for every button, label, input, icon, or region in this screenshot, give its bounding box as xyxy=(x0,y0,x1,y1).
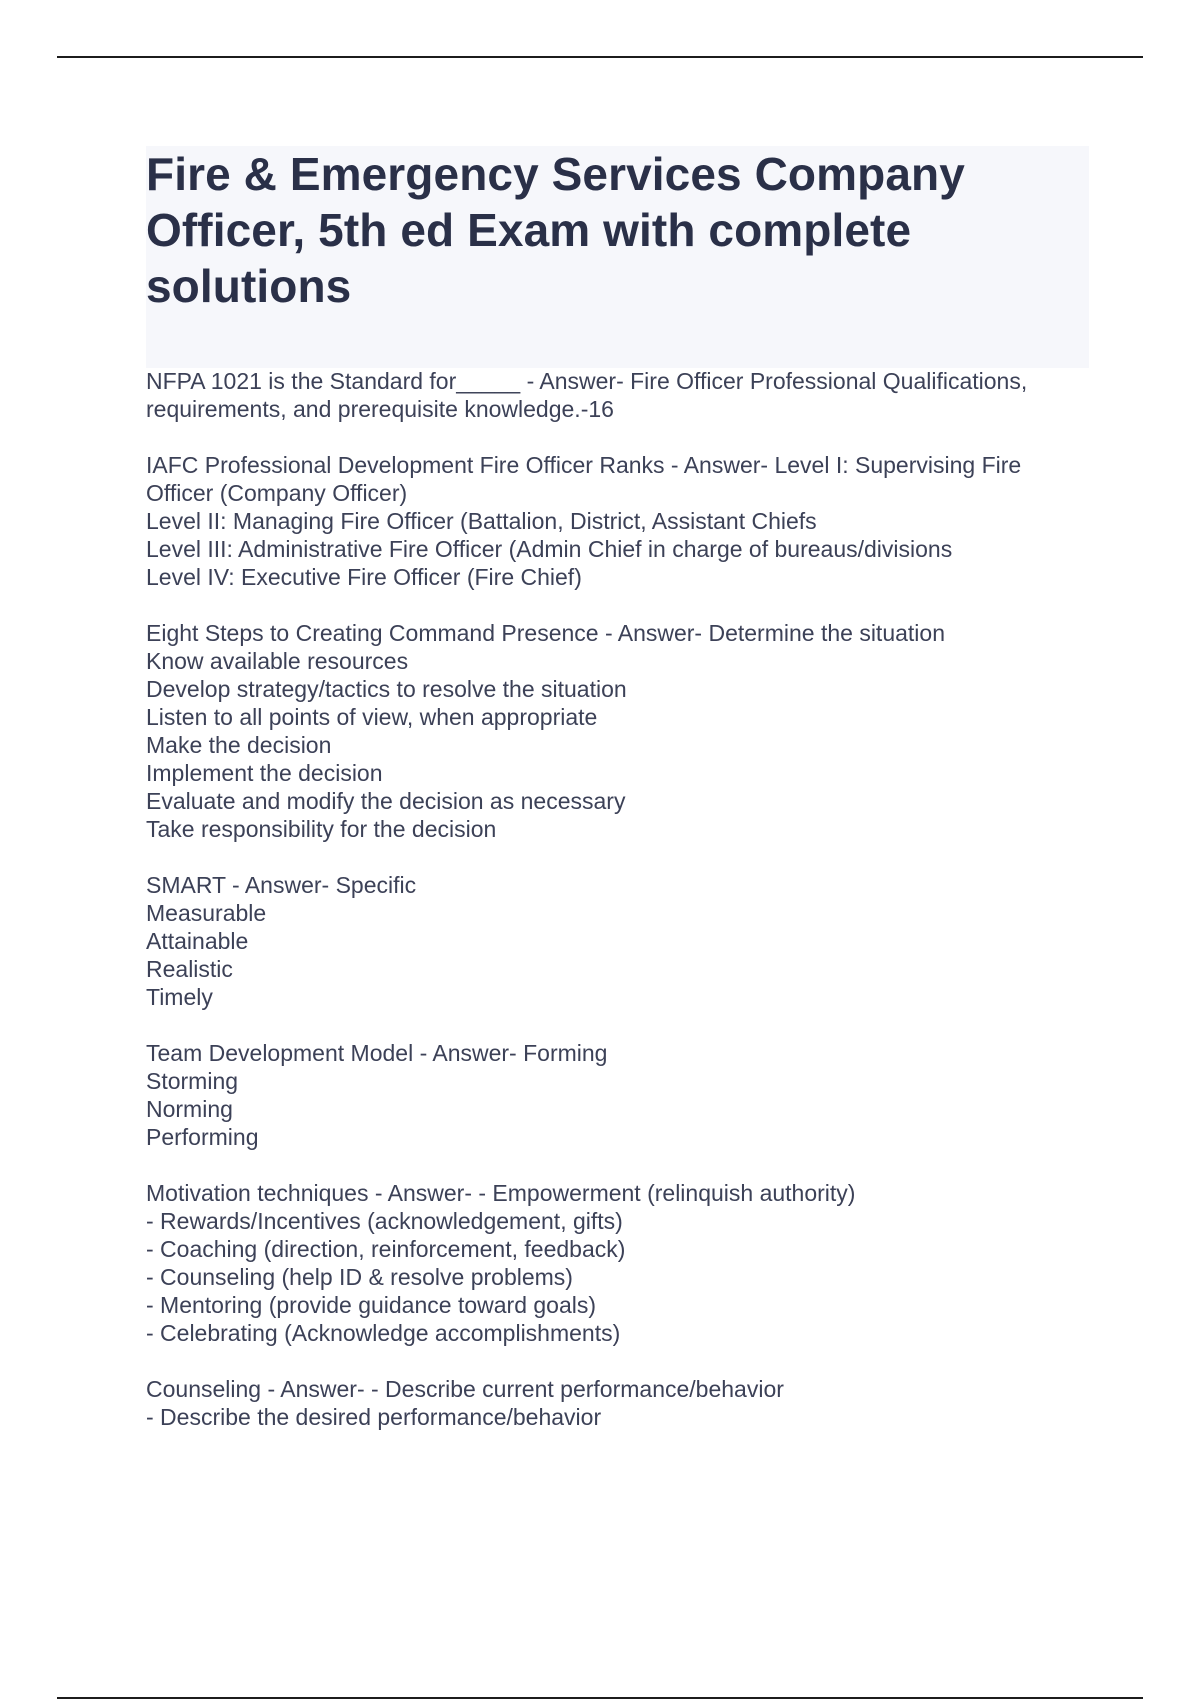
qa-item-team-development xyxy=(146,1039,1106,1151)
qa-item-nfpa-1021 xyxy=(146,367,1106,423)
qa-line: Evaluate and modify the decision as necessary xyxy=(146,788,626,814)
qa-line: Implement the decision xyxy=(146,760,383,786)
qa-line: IAFC Professional Development Fire Officer Ranks - Answer- Level I: Supervising Fire xyxy=(146,452,1022,478)
qa-line: SMART - Answer- Specific xyxy=(146,872,417,898)
qa-line: Take responsibility for the decision xyxy=(146,816,497,842)
qa-line: Know available resources xyxy=(146,648,409,674)
qa-item-iafc-ranks xyxy=(146,451,1106,591)
qa-line: Level II: Managing Fire Officer (Battalion, District, Assistant Chiefs xyxy=(146,508,817,534)
qa-line: - Rewards/Incentives (acknowledgement, gifts) xyxy=(146,1208,623,1234)
qa-line: Norming xyxy=(146,1096,233,1122)
bottom-rule xyxy=(57,1697,1143,1699)
qa-line: - Mentoring (provide guidance toward goals) xyxy=(146,1292,597,1318)
qa-line: Counseling - Answer- - Describe current performance/behavior xyxy=(146,1376,784,1402)
qa-line: Team Development Model - Answer- Forming xyxy=(146,1040,608,1066)
qa-line: Eight Steps to Creating Command Presence - Answer- Determine the situation xyxy=(146,620,945,646)
qa-line: Performing xyxy=(146,1124,259,1150)
title-block xyxy=(146,146,1089,368)
qa-line: - Describe the desired performance/behavior xyxy=(146,1404,602,1430)
qa-item-counseling xyxy=(146,1375,1106,1431)
qa-line: Storming xyxy=(146,1068,239,1094)
top-rule xyxy=(57,56,1143,58)
qa-line: - Celebrating (Acknowledge accomplishments) xyxy=(146,1320,621,1346)
qa-line: Timely xyxy=(146,984,213,1010)
qa-line: Motivation techniques - Answer- - Empowerment (relinquish authority) xyxy=(146,1180,856,1206)
qa-line: Make the decision xyxy=(146,732,332,758)
qa-line: requirements, and prerequisite knowledge.-16 xyxy=(146,396,614,422)
qa-line: NFPA 1021 is the Standard for_____ - Answer- Fire Officer Professional Qualifications, xyxy=(146,368,1028,394)
qa-item-smart xyxy=(146,871,1106,1011)
qa-item-motivation xyxy=(146,1179,1106,1347)
document-title: Fire & Emergency Services Company Officer, 5th ed Exam with complete solutions xyxy=(146,148,965,312)
qa-line: Attainable xyxy=(146,928,249,954)
qa-line: Officer (Company Officer) xyxy=(146,480,408,506)
qa-line: - Coaching (direction, reinforcement, feedback) xyxy=(146,1236,626,1262)
qa-list xyxy=(146,367,1106,1459)
qa-line: - Counseling (help ID & resolve problems) xyxy=(146,1264,573,1290)
qa-line: Listen to all points of view, when appropriate xyxy=(146,704,598,730)
qa-line: Level IV: Executive Fire Officer (Fire Chief) xyxy=(146,564,582,590)
qa-line: Measurable xyxy=(146,900,267,926)
qa-item-command-presence xyxy=(146,619,1106,843)
qa-line: Develop strategy/tactics to resolve the situation xyxy=(146,676,627,702)
qa-line: Level III: Administrative Fire Officer (Admin Chief in charge of bureaus/divisions xyxy=(146,536,953,562)
qa-line: Realistic xyxy=(146,956,233,982)
